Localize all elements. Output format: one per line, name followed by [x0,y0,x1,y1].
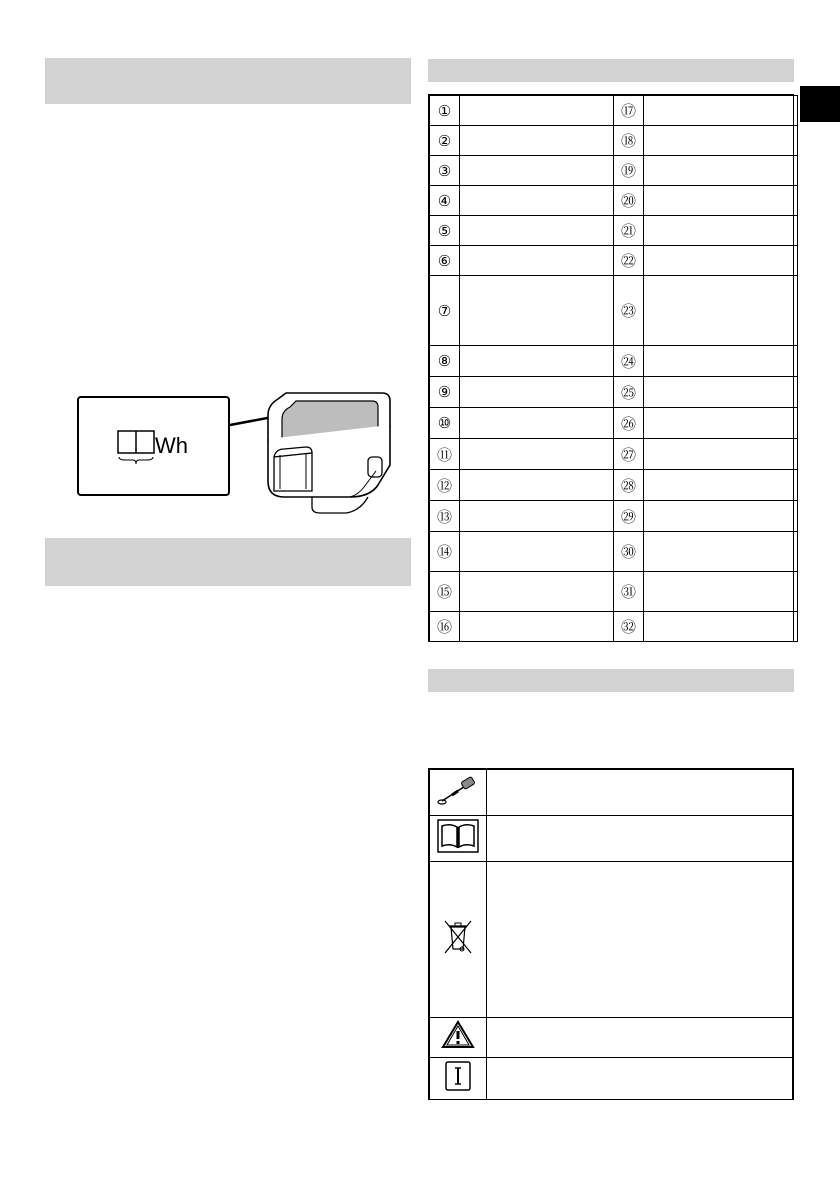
table-row [430,346,798,377]
symbol-description-cell [487,816,793,862]
part-number: ⑱ [614,126,644,156]
table-row [430,1058,793,1100]
part-name-cell [644,216,798,246]
wh-unit-label: Wh [155,433,188,458]
part-number: ㉗ [614,439,644,470]
part-name-cell [644,532,798,572]
part-name-cell [644,186,798,216]
part-number: ⑲ [614,156,644,186]
symbol-icon-cell [430,1018,487,1058]
battery-pack-illustration [250,385,400,520]
table-row [430,246,798,276]
read-manual-icon [437,819,479,853]
part-name-cell [644,408,798,439]
part-number: ⑨ [430,377,460,408]
part-number: ⑮ [430,572,460,612]
part-name-cell [644,276,798,346]
language-tab [800,86,840,122]
part-number: ④ [430,186,460,216]
part-number: ㉜ [614,612,644,642]
symbols-table [428,768,794,1100]
table-row [430,408,798,439]
part-name-cell [460,96,614,126]
part-number: ③ [430,156,460,186]
part-name-cell [644,156,798,186]
part-number: ① [430,96,460,126]
part-name-cell [460,572,614,612]
symbol-description-cell [487,862,793,1018]
table-row [430,862,793,1018]
part-name-cell [644,612,798,642]
table-row [430,1018,793,1058]
part-name-cell [460,612,614,642]
part-number: ㉙ [614,501,644,532]
table-row [430,126,798,156]
parts-reference-table [428,94,794,642]
wh-value-box-icon [117,430,157,466]
table-row [430,439,798,470]
warning-triangle-icon [441,1020,475,1050]
symbol-icon-cell [430,816,487,862]
part-name-cell [644,246,798,276]
section-heading-band-1 [45,58,411,104]
part-number: ㉚ [614,532,644,572]
table-row [430,470,798,501]
part-number: ⑦ [430,276,460,346]
part-number: ⑪ [430,439,460,470]
table-row [430,612,798,642]
part-number: ㉖ [614,408,644,439]
part-name-cell [644,377,798,408]
table-row [430,377,798,408]
part-name-cell [644,501,798,532]
symbol-description-cell [487,770,793,816]
tool-icon [436,773,480,807]
part-name-cell [460,470,614,501]
part-name-cell [460,156,614,186]
table-row [430,770,793,816]
part-name-cell [460,408,614,439]
part-name-cell [460,276,614,346]
symbol-icon-cell [430,862,487,1018]
parts-heading-band [428,59,794,82]
part-name-cell [460,126,614,156]
part-number: ㉛ [614,572,644,612]
part-name-cell [460,532,614,572]
part-number: ㉒ [614,246,644,276]
part-name-cell [460,346,614,377]
table-row [430,276,798,346]
symbol-description-cell [487,1058,793,1100]
symbol-icon-cell [430,770,487,816]
part-number: ⑥ [430,246,460,276]
part-number: ⑬ [430,501,460,532]
part-number: ② [430,126,460,156]
part-name-cell [460,216,614,246]
table-row [430,501,798,532]
part-number: ㉑ [614,216,644,246]
part-name-cell [644,470,798,501]
part-name-cell [644,96,798,126]
power-switch-on-icon [445,1061,471,1091]
table-row [430,816,793,862]
part-number: ㉕ [614,377,644,408]
table-row [430,216,798,246]
part-number: ㉔ [614,346,644,377]
part-name-cell [644,346,798,377]
part-number: ㉓ [614,276,644,346]
section-heading-band-2 [45,538,411,586]
part-number: ⑩ [430,408,460,439]
part-name-cell [644,439,798,470]
part-number: ㉘ [614,470,644,501]
part-name-cell [644,126,798,156]
table-row [430,96,798,126]
part-number: ⑰ [614,96,644,126]
table-row [430,572,798,612]
symbol-description-cell [487,1018,793,1058]
part-number: ⑳ [614,186,644,216]
crossed-bin-icon [441,917,475,957]
part-number: ⑭ [430,532,460,572]
table-row [430,156,798,186]
part-name-cell [460,246,614,276]
table-row [430,186,798,216]
part-name-cell [460,501,614,532]
part-name-cell [460,186,614,216]
symbols-heading-band [428,669,794,692]
symbol-icon-cell [430,1058,487,1100]
part-number: ⑧ [430,346,460,377]
part-name-cell [460,439,614,470]
part-name-cell [460,377,614,408]
part-number: ⑤ [430,216,460,246]
part-number: ⑯ [430,612,460,642]
part-number: ⑫ [430,470,460,501]
part-name-cell [644,572,798,612]
table-row [430,532,798,572]
